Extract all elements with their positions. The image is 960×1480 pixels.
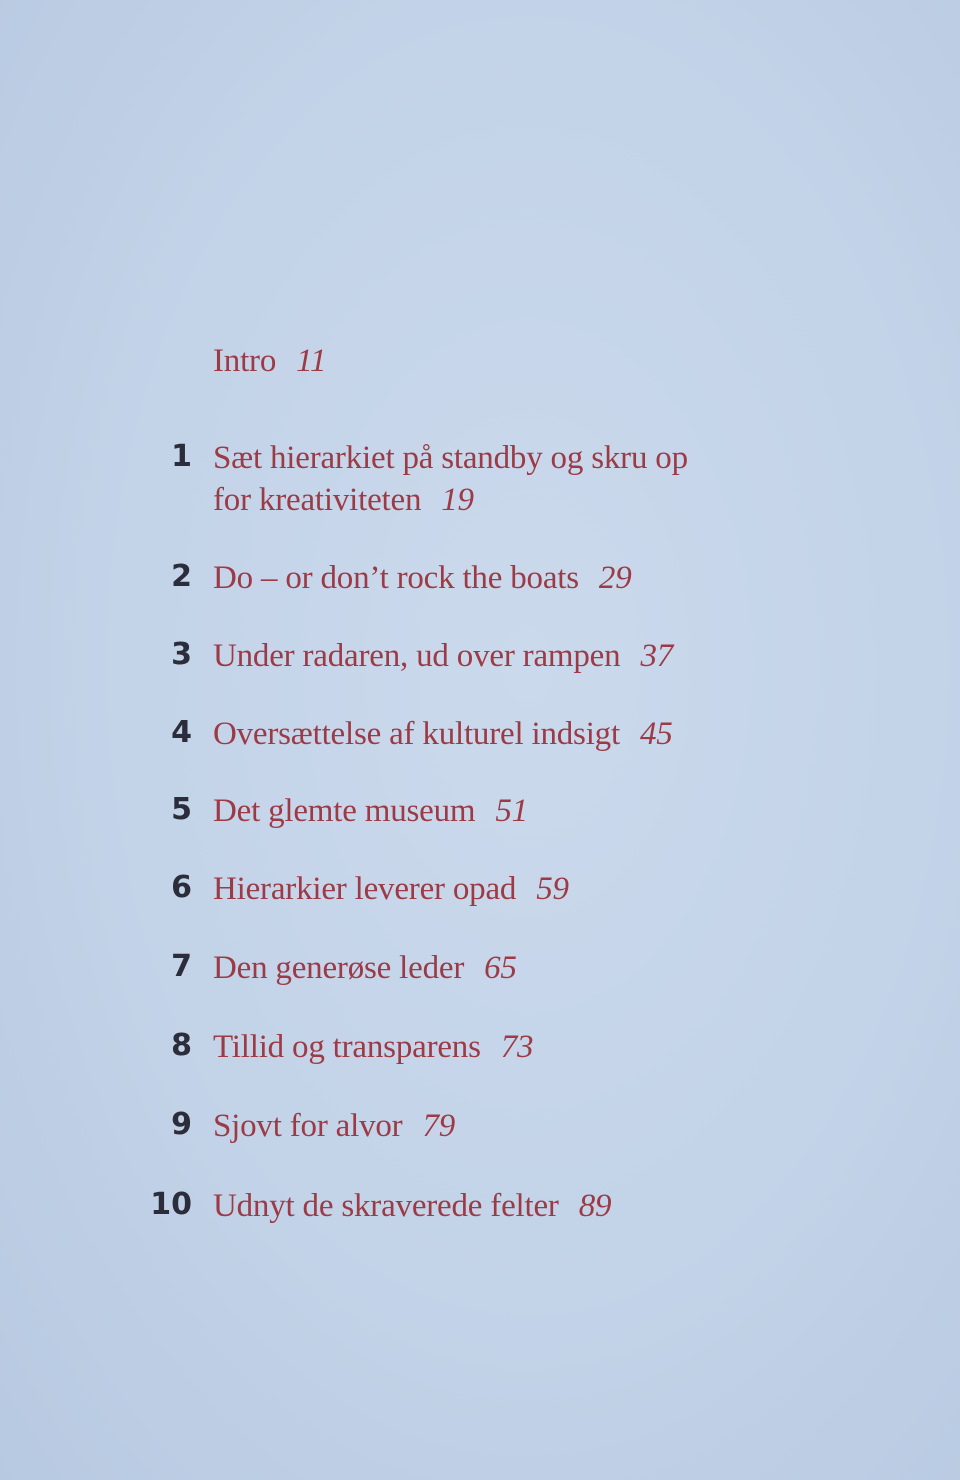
- chapter-number: 7: [171, 949, 192, 984]
- chapter-number: 6: [171, 870, 192, 905]
- page-number: 29: [598, 560, 632, 596]
- page-number: 73: [500, 1029, 534, 1065]
- intro-label: Intro: [213, 343, 277, 379]
- chapter-number: 9: [171, 1107, 192, 1142]
- chapter-title-line-1: Sæt hierarkiet på standby og skru op: [213, 440, 688, 476]
- chapter-title: Det glemte museum: [213, 793, 476, 829]
- toc-entry-text: [213, 790, 813, 832]
- chapter-title: Udnyt de skraverede felter: [213, 1188, 559, 1224]
- chapter-title: Under radaren, ud over rampen: [213, 638, 621, 674]
- toc-entry-text: [213, 1105, 813, 1147]
- chapter-title: Sjovt for alvor: [213, 1108, 403, 1144]
- toc-entry-text: [213, 1026, 813, 1068]
- chapter-title-line-2: for kreativiteten: [213, 482, 422, 518]
- chapter-title: Oversættelse af kulturel indsigt: [213, 716, 620, 752]
- toc-entry-text: [213, 868, 813, 910]
- chapter-number: 1: [171, 439, 192, 474]
- page-number: 89: [578, 1188, 612, 1224]
- page-number: 11: [296, 343, 327, 379]
- chapter-number: 3: [171, 637, 192, 672]
- page-number: 51: [495, 793, 528, 829]
- toc-entry-text: [213, 713, 813, 755]
- page-number: 45: [639, 716, 673, 752]
- page-number: 59: [536, 871, 569, 907]
- page-number: 19: [441, 482, 474, 518]
- chapter-title: Tillid og transparens: [213, 1029, 481, 1065]
- chapter-title: Hierarkier leverer opad: [213, 871, 517, 907]
- toc-entry-text: [213, 557, 813, 599]
- toc-entry-text: [213, 1185, 813, 1227]
- page-number: 37: [640, 638, 674, 674]
- page-number: 79: [422, 1108, 456, 1144]
- chapter-number: 2: [171, 559, 192, 594]
- toc-entry-text: [213, 340, 813, 382]
- chapter-number: 10: [150, 1187, 192, 1222]
- toc-entry-text: [213, 437, 813, 521]
- chapter-number: 5: [171, 792, 192, 827]
- chapter-title: Den generøse leder: [213, 950, 465, 986]
- chapter-number: 4: [171, 715, 192, 750]
- chapter-number: 8: [171, 1028, 192, 1063]
- toc-entry-text: [213, 635, 813, 677]
- chapter-title: Do – or don’t rock the boats: [213, 560, 579, 596]
- toc-entry-text: [213, 947, 813, 989]
- page-number: 65: [484, 950, 517, 986]
